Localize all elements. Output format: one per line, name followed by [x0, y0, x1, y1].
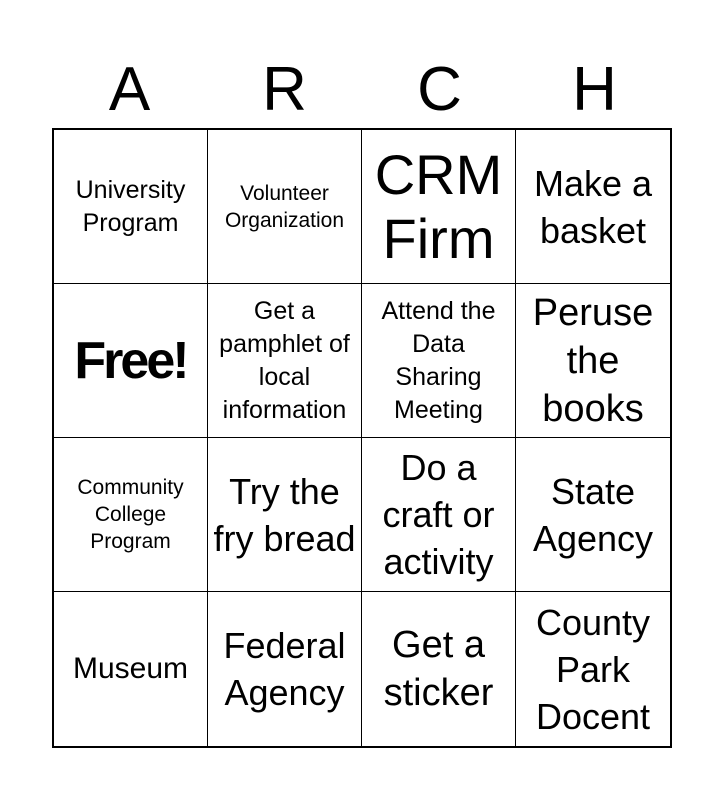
bingo-cell-label: Attend the Data Sharing Meeting [381, 296, 496, 424]
bingo-cell[interactable] [516, 284, 670, 438]
bingo-cell-label: Federal Agency [223, 625, 346, 713]
bingo-cell-label: Community College Program [77, 476, 184, 553]
bingo-cell[interactable] [516, 130, 670, 284]
bingo-cell[interactable] [362, 130, 516, 284]
bingo-cell-label: CRM Firm [374, 142, 503, 270]
bingo-cell-label: Make a basket [533, 162, 653, 251]
bingo-cell-label: Get a sticker [383, 624, 494, 714]
header-letter-h: H [572, 55, 617, 124]
bingo-cell-label: Get a pamphlet of local information [219, 296, 350, 424]
bingo-cell[interactable] [54, 592, 208, 746]
bingo-cell-label: Do a craft or activity [382, 447, 495, 582]
bingo-cell[interactable] [516, 592, 670, 746]
bingo-cell[interactable] [362, 592, 516, 746]
bingo-cell[interactable] [208, 284, 362, 438]
bingo-grid [52, 128, 672, 748]
bingo-cell-label: Museum [72, 652, 189, 685]
header-letter-a: A [108, 55, 151, 124]
bingo-cell-label: University Program [75, 175, 186, 237]
bingo-header [52, 52, 672, 128]
bingo-cell[interactable] [54, 284, 208, 438]
bingo-cell-label: County Park Docent [535, 601, 651, 737]
free-space-label: Free! [74, 331, 187, 390]
bingo-cell[interactable] [54, 130, 208, 284]
bingo-cell[interactable] [516, 438, 670, 592]
bingo-cell[interactable] [54, 438, 208, 592]
bingo-cell-label: State Agency [532, 470, 654, 559]
bingo-cell[interactable] [208, 130, 362, 284]
bingo-cell[interactable] [208, 592, 362, 746]
bingo-cell[interactable] [208, 438, 362, 592]
header-letter-c: C [417, 55, 462, 124]
bingo-cell-label: Try the fry bread [213, 470, 356, 559]
bingo-cell[interactable] [362, 284, 516, 438]
bingo-cell-label: Volunteer Organization [224, 181, 345, 232]
bingo-cell[interactable] [362, 438, 516, 592]
header-letter-r: R [262, 55, 307, 124]
bingo-cell-label: Peruse the books [532, 291, 654, 430]
